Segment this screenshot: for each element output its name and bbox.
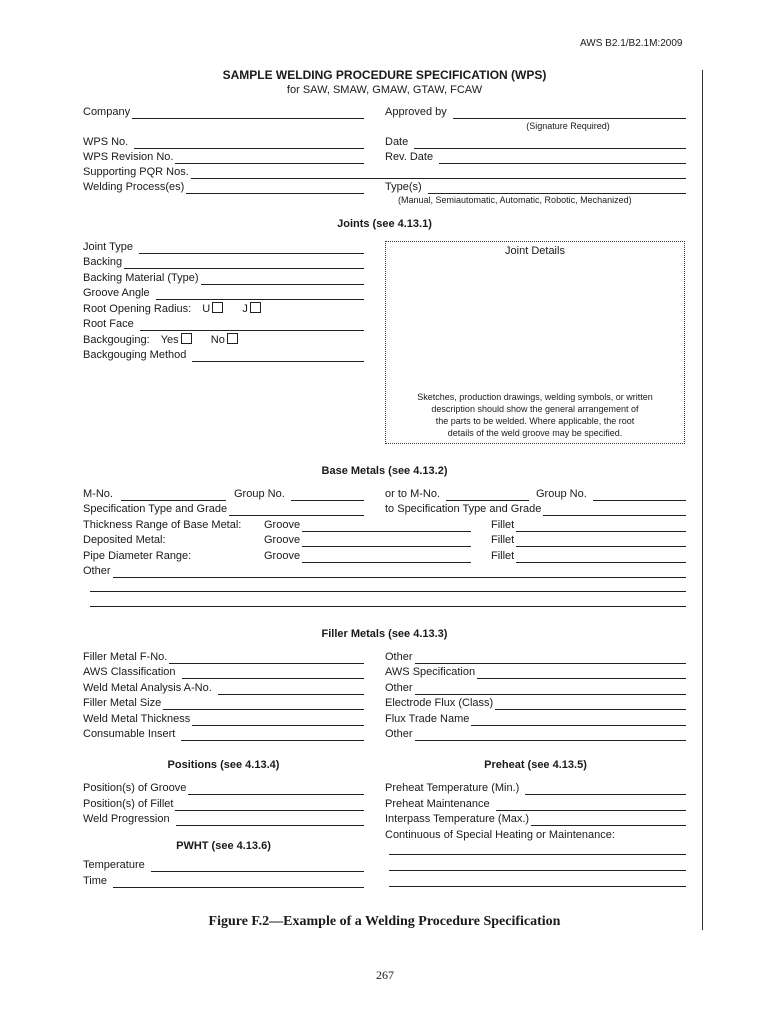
wps-no-field[interactable] bbox=[83, 136, 364, 149]
joint-details-line-3: the parts to be welded. Where applicable, the root bbox=[435, 416, 635, 426]
group-no-label: Group No. bbox=[234, 488, 285, 500]
joints-heading: Joints (see 4.13.1) bbox=[337, 218, 432, 230]
electrode-flux-field[interactable] bbox=[385, 697, 686, 710]
types-field[interactable] bbox=[385, 181, 686, 194]
backgouging-label: Backgouging: bbox=[83, 334, 150, 346]
to-spec-type-grade-field[interactable] bbox=[385, 503, 686, 516]
backing-field[interactable] bbox=[83, 256, 364, 269]
backing-material-field[interactable] bbox=[83, 272, 364, 285]
rev-date-field[interactable] bbox=[385, 151, 686, 164]
consumable-insert-label: Consumable Insert bbox=[83, 728, 176, 740]
spec-type-grade-field[interactable] bbox=[83, 503, 364, 516]
electrode-flux-label: Electrode Flux (Class) bbox=[385, 697, 494, 709]
base-other-line-2[interactable] bbox=[90, 591, 686, 592]
date-label: Date bbox=[385, 136, 409, 148]
thickness-groove-label: Groove bbox=[264, 519, 301, 531]
aws-classification-field[interactable] bbox=[83, 666, 364, 679]
approved-by-field[interactable] bbox=[385, 106, 686, 119]
interpass-max-field[interactable] bbox=[385, 813, 686, 826]
group-no-field[interactable] bbox=[234, 488, 364, 501]
root-opening-label: Root Opening Radius: bbox=[83, 303, 192, 315]
wps-no-label: WPS No. bbox=[83, 136, 129, 148]
joint-type-field[interactable] bbox=[83, 241, 364, 254]
positions-heading: Positions (see 4.13.4) bbox=[167, 759, 280, 771]
filler-other-2-label: Other bbox=[385, 682, 413, 694]
deposited-metal-label: Deposited Metal: bbox=[83, 534, 166, 546]
continuous-line-1[interactable] bbox=[389, 854, 686, 855]
f-no-field[interactable] bbox=[83, 651, 364, 664]
wps-revision-label: WPS Revision No. bbox=[83, 151, 174, 163]
thickness-range-label: Thickness Range of Base Metal: bbox=[83, 519, 242, 531]
no-checkbox[interactable] bbox=[227, 333, 238, 344]
supporting-pqr-label: Supporting PQR Nos. bbox=[83, 166, 189, 178]
or-to-m-no-field[interactable] bbox=[385, 488, 529, 501]
continuous-line-3[interactable] bbox=[389, 886, 686, 887]
deposited-groove-label: Groove bbox=[264, 534, 301, 546]
supporting-pqr-field[interactable] bbox=[83, 166, 686, 179]
joint-details-line-2: description should show the general arrangement of bbox=[431, 404, 639, 414]
analysis-a-no-field[interactable] bbox=[83, 682, 364, 695]
deposited-fillet-field[interactable] bbox=[491, 534, 686, 547]
types-note: (Manual, Semiautomatic, Automatic, Robotic, Mechanized) bbox=[398, 195, 632, 205]
position-fillet-label: Position(s) of Fillet bbox=[83, 798, 174, 810]
types-label: Type(s) bbox=[385, 181, 422, 193]
date-field[interactable] bbox=[385, 136, 686, 149]
joint-details-line-1: Sketches, production drawings, welding symbols, or written bbox=[417, 392, 653, 402]
form-subtitle: for SAW, SMAW, GMAW, GTAW, FCAW bbox=[286, 84, 483, 96]
filler-other-1-label: Other bbox=[385, 651, 413, 663]
joint-type-label: Joint Type bbox=[83, 241, 133, 253]
joint-details-line-4: details of the weld groove may be specified. bbox=[447, 428, 623, 438]
no-label: No bbox=[210, 334, 225, 346]
deposited-fillet-label: Fillet bbox=[491, 534, 515, 546]
thickness-groove-field[interactable] bbox=[264, 519, 471, 532]
base-other-field[interactable] bbox=[83, 565, 686, 578]
form-title: SAMPLE WELDING PROCEDURE SPECIFICATION (WPS) bbox=[222, 68, 547, 82]
u-label: U bbox=[202, 303, 211, 315]
aws-specification-field[interactable] bbox=[385, 666, 686, 679]
consumable-insert-field[interactable] bbox=[83, 728, 364, 741]
interpass-max-label: Interpass Temperature (Max.) bbox=[385, 813, 530, 825]
root-face-field[interactable] bbox=[83, 318, 364, 331]
base-metals-heading: Base Metals (see 4.13.2) bbox=[321, 465, 448, 477]
weld-progression-field[interactable] bbox=[83, 813, 364, 826]
flux-trade-name-label: Flux Trade Name bbox=[385, 713, 470, 725]
figure-caption: Figure F.2—Example of a Welding Procedure Specification bbox=[208, 914, 561, 929]
preheat-maintenance-field[interactable] bbox=[385, 798, 686, 811]
pipe-groove-field[interactable] bbox=[264, 550, 471, 563]
margin-rule bbox=[702, 70, 703, 930]
backing-label: Backing bbox=[83, 256, 123, 268]
backgouging-row bbox=[83, 333, 244, 347]
company-field[interactable] bbox=[83, 106, 364, 119]
j-label: J bbox=[242, 303, 248, 315]
backgouging-method-field[interactable] bbox=[83, 349, 364, 362]
u-checkbox[interactable] bbox=[212, 302, 223, 313]
rev-date-label: Rev. Date bbox=[385, 151, 434, 163]
pipe-diameter-label: Pipe Diameter Range: bbox=[83, 550, 192, 562]
wps-revision-field[interactable] bbox=[83, 151, 364, 164]
weld-thickness-field[interactable] bbox=[83, 713, 364, 726]
root-opening-row bbox=[83, 302, 267, 316]
pwht-heading: PWHT (see 4.13.6) bbox=[176, 840, 271, 852]
thickness-fillet-label: Fillet bbox=[491, 519, 515, 531]
filler-other-3-label: Other bbox=[385, 728, 413, 740]
filler-metals-heading: Filler Metals (see 4.13.3) bbox=[321, 628, 448, 640]
approved-by-label: Approved by bbox=[385, 106, 447, 118]
position-groove-field[interactable] bbox=[83, 782, 364, 795]
company-label: Company bbox=[83, 106, 131, 118]
preheat-heading: Preheat (see 4.13.5) bbox=[484, 759, 587, 771]
filler-size-field[interactable] bbox=[83, 697, 364, 710]
analysis-a-no-label: Weld Metal Analysis A-No. bbox=[83, 682, 212, 694]
doc-code: AWS B2.1/B2.1M:2009 bbox=[580, 38, 683, 49]
groove-angle-label: Groove Angle bbox=[83, 287, 150, 299]
m-no-label: M-No. bbox=[83, 488, 113, 500]
joint-details-title: Joint Details bbox=[505, 245, 565, 257]
weld-thickness-label: Weld Metal Thickness bbox=[83, 713, 191, 725]
backgouging-method-label: Backgouging Method bbox=[83, 349, 187, 361]
continuous-heating-label: Continuous of Special Heating or Maintenance: bbox=[385, 829, 615, 841]
to-spec-type-grade-label: to Specification Type and Grade bbox=[385, 503, 542, 515]
pwht-time-field[interactable] bbox=[83, 875, 364, 888]
filler-other-1-field[interactable] bbox=[385, 651, 686, 664]
group-no-2-field[interactable] bbox=[536, 488, 686, 501]
thickness-fillet-field[interactable] bbox=[491, 519, 686, 532]
m-no-field[interactable] bbox=[83, 488, 226, 501]
signature-note: (Signature Required) bbox=[526, 121, 610, 131]
yes-checkbox[interactable] bbox=[181, 333, 192, 344]
base-other-line-3[interactable] bbox=[90, 606, 686, 607]
or-to-m-no-label: or to M-No. bbox=[385, 488, 441, 500]
pwht-time-label: Time bbox=[83, 875, 108, 887]
pipe-fillet-label: Fillet bbox=[491, 550, 515, 562]
flux-trade-name-field[interactable] bbox=[385, 713, 686, 726]
filler-other-2-field[interactable] bbox=[385, 682, 686, 695]
preheat-temp-min-field[interactable] bbox=[385, 782, 686, 795]
continuous-line-2[interactable] bbox=[389, 870, 686, 871]
preheat-temp-min-label: Preheat Temperature (Min.) bbox=[385, 782, 520, 794]
preheat-maintenance-label: Preheat Maintenance bbox=[385, 798, 490, 810]
welding-process-field[interactable] bbox=[83, 181, 364, 194]
pwht-temperature-label: Temperature bbox=[83, 859, 145, 871]
f-no-label: Filler Metal F-No. bbox=[83, 651, 168, 663]
groove-angle-field[interactable] bbox=[83, 287, 364, 300]
yes-label: Yes bbox=[160, 334, 179, 346]
aws-classification-label: AWS Classification bbox=[83, 666, 176, 678]
deposited-groove-field[interactable] bbox=[264, 534, 471, 547]
pwht-temperature-field[interactable] bbox=[83, 859, 364, 872]
spec-type-grade-label: Specification Type and Grade bbox=[83, 503, 228, 515]
position-groove-label: Position(s) of Groove bbox=[83, 782, 187, 794]
pipe-groove-label: Groove bbox=[264, 550, 301, 562]
filler-other-3-field[interactable] bbox=[385, 728, 686, 741]
group-no-2-label: Group No. bbox=[536, 488, 587, 500]
base-other-label: Other bbox=[83, 565, 111, 577]
filler-size-label: Filler Metal Size bbox=[83, 697, 162, 709]
root-face-label: Root Face bbox=[83, 318, 134, 330]
backing-material-label: Backing Material (Type) bbox=[83, 272, 199, 284]
j-checkbox[interactable] bbox=[250, 302, 261, 313]
weld-progression-label: Weld Progression bbox=[83, 813, 170, 825]
pipe-fillet-field[interactable] bbox=[491, 550, 686, 563]
page-number: 267 bbox=[376, 968, 394, 982]
aws-specification-label: AWS Specification bbox=[385, 666, 476, 678]
joint-details-box[interactable] bbox=[385, 241, 685, 444]
welding-process-label: Welding Process(es) bbox=[83, 181, 185, 193]
position-fillet-field[interactable] bbox=[83, 798, 364, 811]
